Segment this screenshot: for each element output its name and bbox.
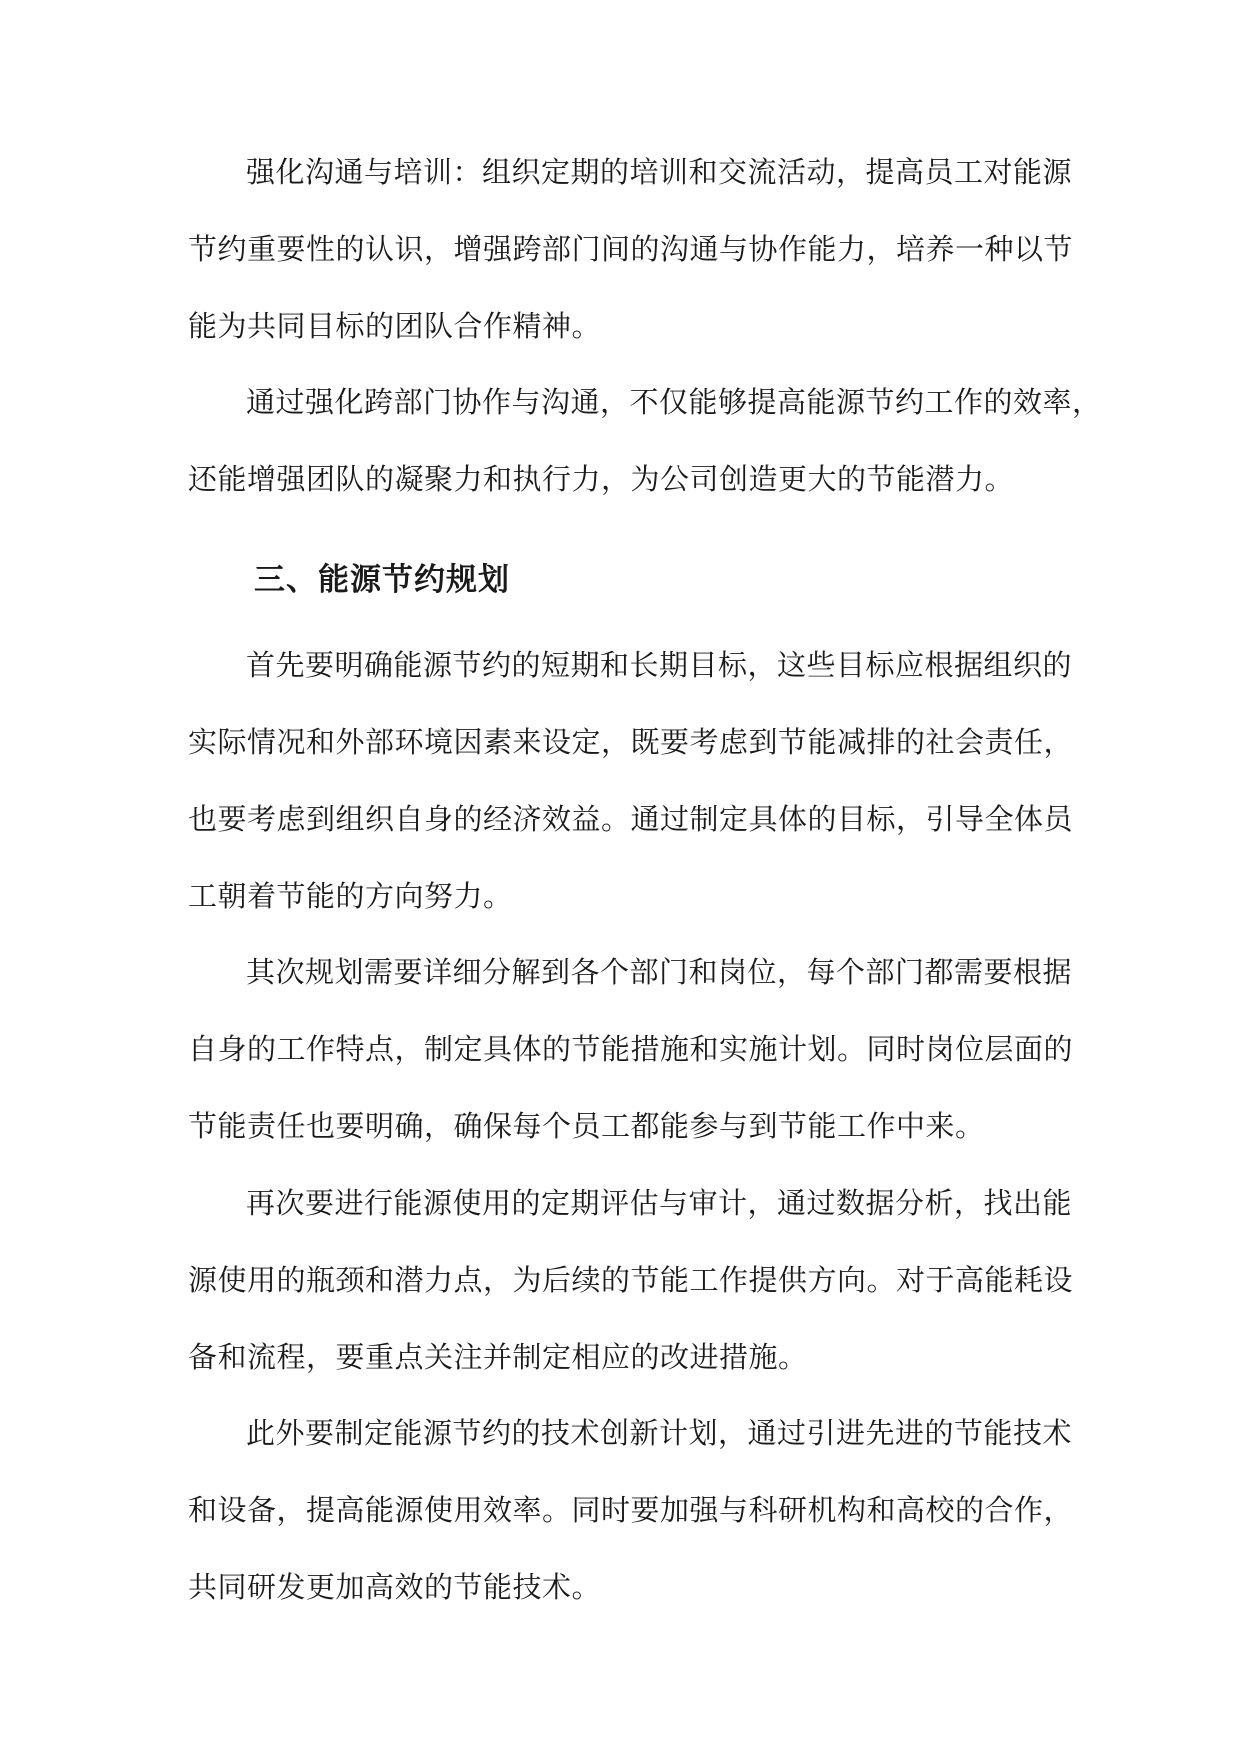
paragraph-line: 节约重要性的认识，增强跨部门间的沟通与协作能力，培养一种以节 xyxy=(188,232,1074,266)
paragraph-line: 通过强化跨部门协作与沟通，不仅能够提高能源节约工作的效率， xyxy=(246,385,1102,419)
paragraph-line: 再次要进行能源使用的定期评估与审计，通过数据分析，找出能 xyxy=(246,1186,1073,1220)
paragraph-line: 和设备，提高能源使用效率。同时要加强与科研机构和高校的合作， xyxy=(188,1493,1074,1527)
paragraph-line: 节能责任也要明确，确保每个员工都能参与到节能工作中来。 xyxy=(188,1109,985,1143)
paragraph-line: 工朝着节能的方向努力。 xyxy=(188,879,513,913)
paragraph-line: 此外要制定能源节约的技术创新计划，通过引进先进的节能技术 xyxy=(246,1416,1073,1450)
paragraph-line: 备和流程，要重点关注并制定相应的改进措施。 xyxy=(188,1340,808,1374)
paragraph-line: 其次规划需要详细分解到各个部门和岗位，每个部门都需要根据 xyxy=(246,955,1073,989)
paragraph-line: 也要考虑到组织自身的经济效益。通过制定具体的目标，引导全体员 xyxy=(188,802,1074,836)
paragraph-line: 源使用的瓶颈和潜力点，为后续的节能工作提供方向。对于高能耗设 xyxy=(188,1263,1074,1297)
paragraph-line: 还能增强团队的凝聚力和执行力，为公司创造更大的节能潜力。 xyxy=(188,462,1015,496)
section-heading: 三、能源节约规划 xyxy=(254,562,510,598)
paragraph-line: 自身的工作特点，制定具体的节能措施和实施计划。同时岗位层面的 xyxy=(188,1032,1074,1066)
paragraph-line: 能为共同目标的团队合作精神。 xyxy=(188,309,602,343)
paragraph-line: 首先要明确能源节约的短期和长期目标，这些目标应根据组织的 xyxy=(246,648,1073,682)
paragraph-line: 强化沟通与培训：组织定期的培训和交流活动，提高员工对能源 xyxy=(246,155,1073,189)
paragraph-line: 共同研发更加高效的节能技术。 xyxy=(188,1570,602,1604)
paragraph-line: 实际情况和外部环境因素来设定，既要考虑到节能减排的社会责任， xyxy=(188,725,1074,759)
